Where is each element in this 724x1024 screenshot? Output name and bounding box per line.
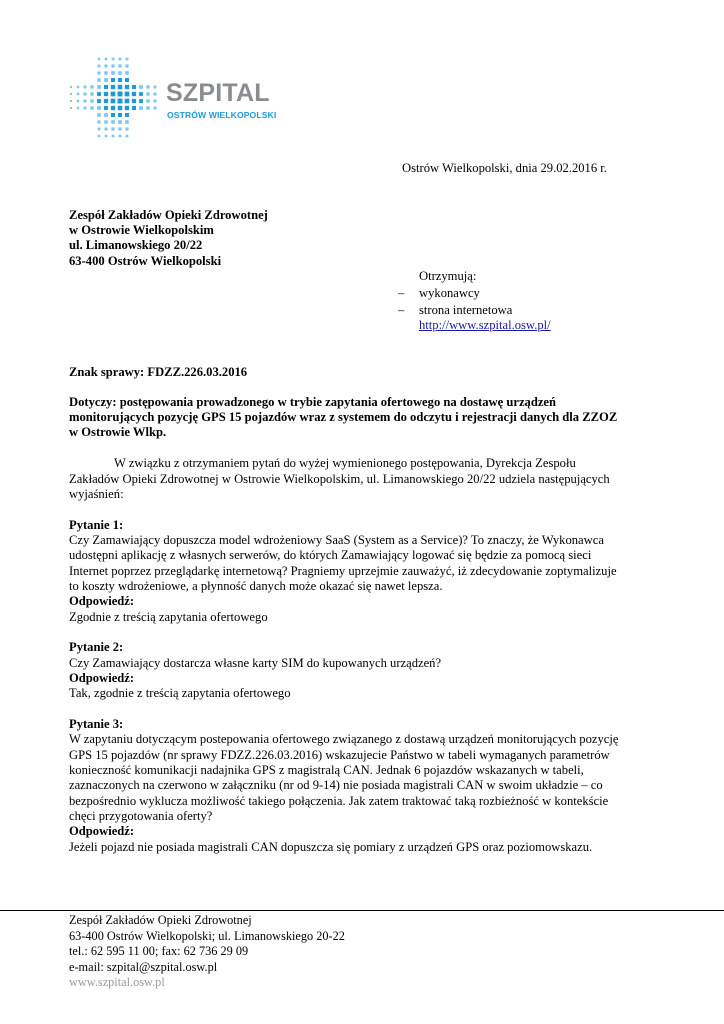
logo-dot <box>125 92 130 97</box>
case-number: Znak sprawy: FDZZ.226.03.2016 <box>69 365 248 379</box>
logo-dot <box>111 92 116 97</box>
subject-line: monitorujących pozycję GPS 15 pojazdów wraz z systemem do odczytu i rejestracji danych dla ZZOZ <box>69 410 618 424</box>
logo-dot <box>97 85 101 89</box>
logo-dot <box>77 100 80 103</box>
logo-dot <box>118 120 122 124</box>
recipients-heading: Otrzymują: <box>419 269 477 283</box>
logo-dot <box>104 85 108 89</box>
subject-line: w Ostrowie Wlkp. <box>69 425 167 439</box>
recipient-item: strona internetowa <box>419 303 513 317</box>
footer-line: e-mail: szpital@szpital.osw.pl <box>69 960 218 974</box>
answer-line: Zgodnie z treścią zapytania ofertowego <box>69 610 268 624</box>
list-dash: – <box>398 286 405 300</box>
hospital-cross-logo-icon <box>68 56 159 140</box>
logo-dot <box>126 135 129 138</box>
logo-dot <box>104 78 108 82</box>
logo-dot <box>111 99 116 104</box>
logo-dot <box>77 107 79 109</box>
subject-line: Dotyczy: postępowania prowadzonego w trybie zapytania ofertowego na dostawę urządzeń <box>69 395 557 409</box>
logo-dot <box>125 120 129 124</box>
question-label: Pytanie 3: <box>69 717 124 731</box>
logo-dot <box>105 58 108 61</box>
logo-dot <box>125 78 129 82</box>
answer-label: Odpowiedź: <box>69 824 135 838</box>
logo-dot <box>70 93 72 95</box>
logo-dot <box>118 99 123 104</box>
logo-dot <box>146 106 149 109</box>
logo-dot <box>154 100 157 103</box>
footer-line: Zespół Zakładów Opieki Zdrowotnej <box>69 913 252 927</box>
answer-label: Odpowiedź: <box>69 671 135 685</box>
logo-dot <box>70 86 72 88</box>
logo-dot <box>98 58 100 60</box>
logo-dot <box>132 92 136 96</box>
logo-dot <box>146 92 149 95</box>
logo-dot <box>154 93 157 96</box>
date-line: Ostrów Wielkopolski, dnia 29.02.2016 r. <box>402 161 607 175</box>
logo-dot <box>139 99 143 103</box>
logo-dot <box>139 85 143 89</box>
answer-line: Jeżeli pojazd nie posiada magistrali CAN dopuszcza się pomiary z urządzeń GPS oraz poziomowskazu. <box>69 840 593 854</box>
logo-dot <box>97 71 100 74</box>
logo-dot <box>111 106 115 110</box>
logo-dot <box>97 99 101 103</box>
answer-line: Tak, zgodnie z treścią zapytania ofertowego <box>69 686 291 700</box>
logo-dot <box>118 113 122 117</box>
logo-dot <box>118 71 122 75</box>
logo-dot <box>104 64 107 67</box>
logo-dot <box>104 113 108 117</box>
logo-dot <box>90 92 93 95</box>
logo-dot <box>139 106 143 110</box>
logo-dot <box>125 64 128 67</box>
logo-dot <box>90 106 93 109</box>
intro-line: Zakładów Opieki Zdrowotnej w Ostrowie Wielkopolskim, ul. Limanowskiego 20/22 udziela następujących <box>69 472 610 486</box>
sender-line: 63-400 Ostrów Wielkopolski <box>69 254 222 268</box>
logo-dot <box>112 58 115 61</box>
sender-line: Zespół Zakładów Opieki Zdrowotnej <box>69 208 268 222</box>
logo-dot <box>97 120 100 123</box>
logo-dot <box>118 127 121 130</box>
logo-dot <box>90 99 93 102</box>
logo-dot <box>111 64 114 67</box>
list-dash: – <box>398 303 405 317</box>
logo-dot <box>125 106 129 110</box>
question-line: Internet poprzez przeglądarkę internetową? Pragniemy uprzejmie zauważyć, iż zdecydowanie zoptymalizuje <box>69 564 617 578</box>
logo-dot <box>77 93 80 96</box>
question-line: to koszty wdrożeniowe, a płynność danych może okazać się nawet lepsza. <box>69 579 443 593</box>
logo-dot <box>139 92 143 96</box>
logo-subtitle: OSTRÓW WIELKOPOLSKI <box>167 110 277 120</box>
question-label: Pytanie 2: <box>69 640 124 654</box>
recipient-item: wykonawcy <box>419 286 480 300</box>
sender-line: w Ostrowie Wielkopolskim <box>69 223 214 237</box>
logo-dot <box>118 78 122 82</box>
intro-line: wyjaśnień: <box>69 487 124 501</box>
question-line: bezpośrednio wyklucza możliwość takiego połączenia. Jak zatem traktować taką rozbieżność w kontekście <box>69 794 609 808</box>
question-line: udostępni aplikację z własnych serwerów, do których Zamawiający logować się będzie za pomocą sieci <box>69 548 592 562</box>
logo-dot <box>104 99 108 103</box>
question-line: Czy Zamawiający dostarcza własne karty SIM do kupowanych urządzeń? <box>69 656 442 670</box>
logo-dot <box>125 127 128 130</box>
question-line: W zapytaniu dotyczącym postepowania ofertowego związanego z dostawą urządzeń monitorujących pozycję <box>69 732 619 746</box>
question-line: konieczność komunikacji nadajnika GPS z magistralą CAN. Jednak 6 pojazdów wskazanych w tabeli, <box>69 763 584 777</box>
logo-dot <box>84 93 87 96</box>
logo-dot <box>146 85 149 88</box>
logo-dot <box>97 106 101 110</box>
logo-dot <box>90 85 93 88</box>
logo-dot <box>70 100 72 102</box>
question-line: Czy Zamawiający dopuszcza model wdrożeniowy SaaS (System as a Service)? To znaczy, że Wykonawca <box>69 533 604 547</box>
logo-dot <box>104 120 107 123</box>
logo-dot <box>104 92 108 96</box>
logo-dot <box>118 92 123 97</box>
logo-dot <box>97 113 100 116</box>
logo-dot <box>132 85 136 89</box>
logo-dot <box>119 135 122 138</box>
logo-dot <box>105 135 108 138</box>
logo-dot <box>126 58 129 61</box>
logo-dot <box>125 71 129 75</box>
logo-dot <box>111 71 115 75</box>
logo-dot <box>119 58 122 61</box>
logo-dot <box>111 120 115 124</box>
logo-dot <box>77 86 79 88</box>
footer-website: www.szpital.osw.pl <box>69 975 165 989</box>
website-link[interactable]: http://www.szpital.osw.pl/ <box>419 318 551 332</box>
logo-dot <box>118 106 123 111</box>
logo-dot <box>98 135 100 137</box>
logo-dot <box>111 78 115 82</box>
sender-line: ul. Limanowskiego 20/22 <box>69 238 203 252</box>
logo-dot <box>104 127 107 130</box>
intro-line: W związku z otrzymaniem pytań do wyżej wymienionego postępowania, Dyrekcja Zespołu <box>114 456 576 470</box>
logo-dot <box>104 106 108 110</box>
footer-line: 63-400 Ostrów Wielkopolski; ul. Limanowskiego 20-22 <box>69 929 345 943</box>
logo-dot <box>111 85 115 89</box>
logo-dot <box>70 107 72 109</box>
question-line: chęci przygotowania oferty? <box>69 809 213 823</box>
logo-dot <box>125 99 130 104</box>
logo-dot <box>132 99 136 103</box>
logo-dot <box>125 85 129 89</box>
logo-dot <box>104 71 107 74</box>
logo-dot <box>111 127 114 130</box>
logo-dot <box>154 107 157 110</box>
question-label: Pytanie 1: <box>69 518 124 532</box>
logo-dot <box>146 99 149 102</box>
logo-dot <box>118 85 123 90</box>
footer-divider <box>0 910 724 911</box>
logo-dot <box>132 106 136 110</box>
logo-dot <box>112 135 115 138</box>
answer-label: Odpowiedź: <box>69 594 135 608</box>
footer-line: tel.: 62 595 11 00; fax: 62 736 29 09 <box>69 944 249 958</box>
logo-dot <box>154 86 157 89</box>
logo-dot <box>97 78 100 81</box>
question-line: GPS 15 pojazdów (nr sprawy FDZZ.226.03.2016) wskazujecie Państwo w tabeli wymaganych parametrów <box>69 748 610 762</box>
logo-dot <box>97 92 101 96</box>
logo-dot <box>125 113 129 117</box>
logo-dot <box>84 86 87 89</box>
logo-dot <box>98 65 101 68</box>
logo-dot <box>98 128 101 131</box>
logo-dot <box>84 100 87 103</box>
logo-dot <box>111 113 115 117</box>
logo-name: SZPITAL <box>166 79 270 107</box>
logo-dot <box>84 107 87 110</box>
question-line: zaznaczonych na czerwono w załączniku (nr od 9-14) nie posiada magistrali CAN w swoim układzie – co <box>69 778 603 792</box>
logo-dot <box>118 64 121 67</box>
